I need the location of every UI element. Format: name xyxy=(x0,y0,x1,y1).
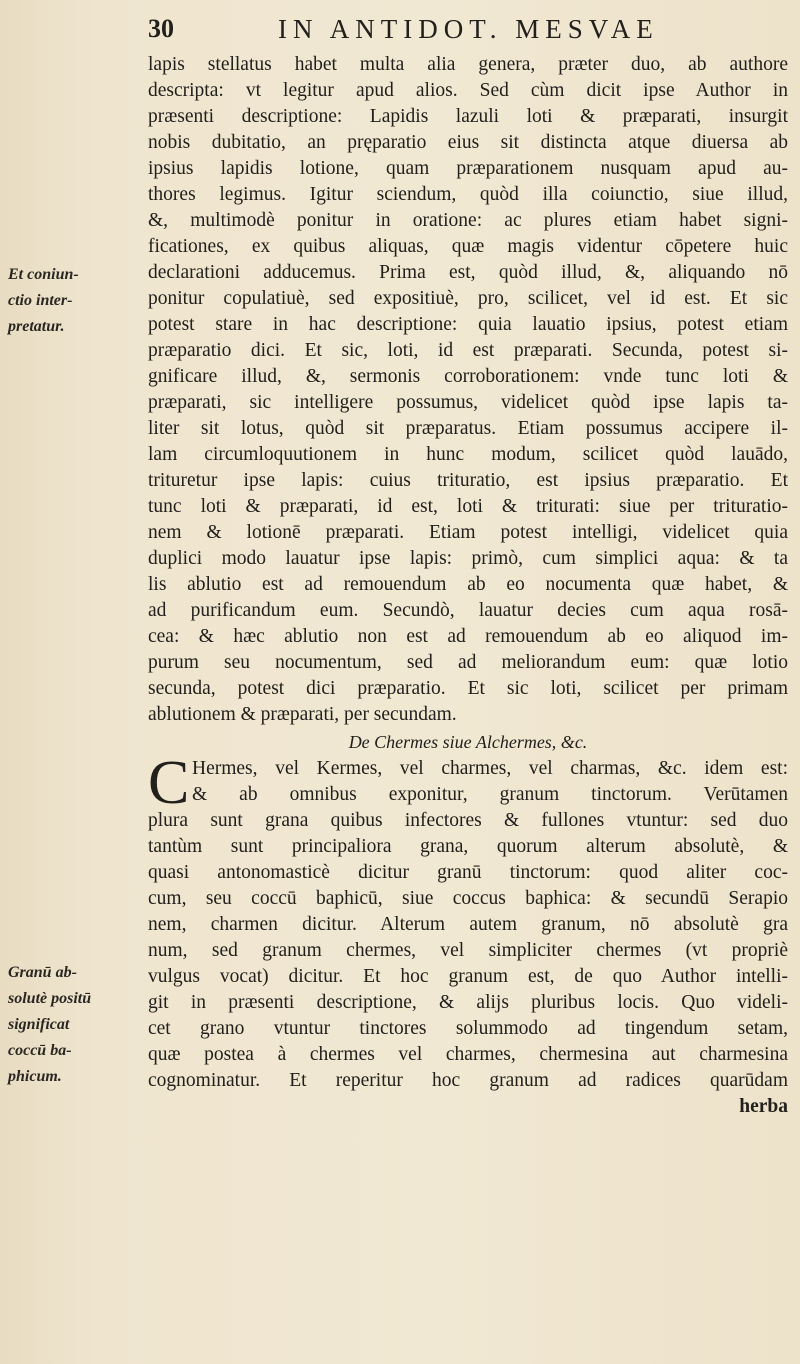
text-line: trituretur ipse lapis: cuius trituratio, est ipsius præparatio. Et xyxy=(148,470,788,491)
text-line: præparatio dici. Et sic, loti, id est præparati. Secunda, potest si- xyxy=(148,340,788,361)
margin-note-line: phicum. xyxy=(8,1068,62,1085)
text-line: præsenti descriptione: Lapidis lazuli loti & præparati, insurgit xyxy=(148,106,788,127)
text-line: descripta: vt legitur apud alios. Sed cùm dicit ipse Author in xyxy=(148,80,788,101)
page-header xyxy=(148,14,788,52)
page-number: 30 xyxy=(148,14,174,43)
margin-note-granum xyxy=(8,960,140,1090)
text-line: ponitur copulatiuè, sed expositiuè, pro, scilicet, vel id est. Et sic xyxy=(148,288,788,309)
text-line: nobis dubitatio, an pręparatio eius sit distincta atque diuersa ab xyxy=(148,132,788,153)
text-line: cea: & hæc ablutio non est ad remouendum ab eo aliquod im- xyxy=(148,626,788,647)
margin-note-line: solutè positū xyxy=(8,990,92,1007)
text-line: lam circumloquutionem in hunc modum, scilicet quòd lauādo, xyxy=(148,444,788,465)
margin-note-line: coccū ba- xyxy=(8,1042,72,1059)
margin-note-line: ctio inter- xyxy=(8,292,73,309)
text-line: quasi antonomasticè dicitur granū tinctorum: quod aliter coc- xyxy=(148,862,788,883)
text-line: ablutionem & præparati, per secundam. xyxy=(148,704,457,725)
section-heading: De Chermes siue Alchermes, &c. xyxy=(348,732,588,752)
text-line: ad purificandum eum. Secundò, lauatur decies cum aqua rosā- xyxy=(148,600,788,621)
text-line: duplici modo lauatur ipse lapis: primò, cum simplici aqua: & ta xyxy=(148,548,788,569)
text-line: lis ablutio est ad remouendum ab eo nocumenta quæ habet, & xyxy=(148,574,788,595)
drop-cap: C xyxy=(148,749,190,817)
text-line: Hermes, vel Kermes, vel charmes, vel charmas, &c. idem est: xyxy=(192,758,788,779)
text-line: tantùm sunt principaliora grana, quorum alterum absolutè, & xyxy=(148,836,788,857)
text-line: lapis stellatus habet multa alia genera, præter duo, ab authore xyxy=(148,54,788,75)
margin-note-line: pretatur. xyxy=(8,318,65,335)
text-line: &, multimodè ponitur in oratione: ac plures etiam habet signi- xyxy=(148,210,788,231)
paragraph-chermes xyxy=(148,749,788,1120)
text-line: purum seu nocumentum, sed ad meliorandum eum: quæ lotio xyxy=(148,652,788,673)
margin-note-line: significat xyxy=(8,1016,70,1033)
text-line: cet grano vtuntur tinctores solummodo ad tingendum setam, xyxy=(148,1018,788,1039)
text-line: nem & lotionē præparati. Etiam potest intelligi, videlicet quia xyxy=(148,522,788,543)
text-line: vulgus vocat) dicitur. Et hoc granum est, de quo Author intelli- xyxy=(148,966,788,987)
text-line: declarationi adducemus. Prima est, quòd illud, &, aliquando nō xyxy=(148,262,788,283)
paragraph-lapis-lazuli xyxy=(148,52,788,728)
margin-note-coniunctio xyxy=(8,262,140,340)
text-line: thores legimus. Igitur sciendum, quòd illa coiunctio, siue illud, xyxy=(148,184,788,205)
text-line: gnificare illud, &, sermonis corroborationem: vnde tunc loti & xyxy=(148,366,788,387)
text-line: git in præsenti descriptione, & alijs pluribus locis. Quo videli- xyxy=(148,992,788,1013)
text-line: ficationes, ex quibus aliquas, quæ magis videntur cōpetere huic xyxy=(148,236,788,257)
text-line: & ab omnibus exponitur, granum tinctorum. Verūtamen xyxy=(192,784,788,805)
text-line: ipsius lapidis lotione, quam præparationem nusquam apud au- xyxy=(148,158,788,179)
text-line: quæ postea à chermes vel charmes, chermesina aut charmesina xyxy=(148,1044,788,1065)
running-head: IN ANTIDOT. MESVAE xyxy=(278,14,659,44)
text-line: cum, seu coccū baphicū, siue coccus baphica: & secundū Serapio xyxy=(148,888,788,909)
text-line: potest stare in hac descriptione: quia lauatio ipsius, potest etiam xyxy=(148,314,788,335)
text-line: præparati, sic intelligere possumus, videlicet quòd ipse lapis ta- xyxy=(148,392,788,413)
margin-note-line: Granū ab- xyxy=(8,964,77,981)
margin-note-line: Et coniun- xyxy=(8,266,79,283)
text-line: cognominatur. Et reperitur hoc granum ad radices quarūdam xyxy=(148,1070,788,1091)
text-line: secunda, potest dici præparatio. Et sic loti, scilicet per primam xyxy=(148,678,788,699)
main-text-column xyxy=(148,52,788,1120)
text-line: plura sunt grana quibus infectores & fullones vtuntur: sed duo xyxy=(148,810,788,831)
text-line: liter sit lotus, quòd sit præparatus. Etiam possumus accipere il- xyxy=(148,418,788,439)
text-line: num, sed granum chermes, vel simpliciter chermes (vt propriè xyxy=(148,940,788,961)
text-line: nem, charmen dicitur. Alterum autem granum, nō absolutè gra xyxy=(148,914,788,935)
text-line: tunc loti & præparati, id est, loti & triturati: siue per trituratio- xyxy=(148,496,788,517)
catchword: herba xyxy=(739,1096,788,1117)
